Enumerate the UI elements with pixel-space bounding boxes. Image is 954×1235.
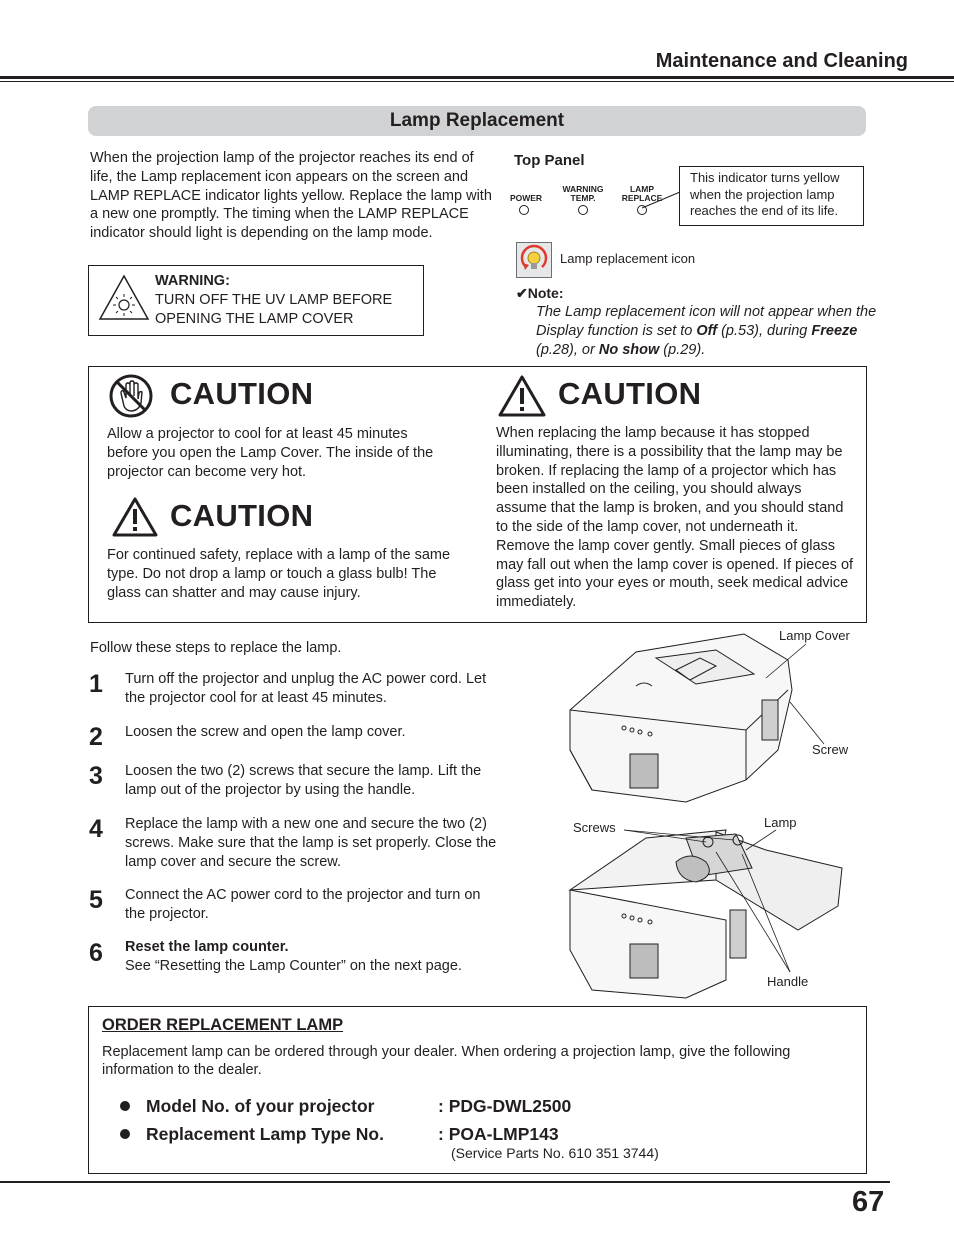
- order-value-model: : PDG-DWL2500: [438, 1096, 572, 1116]
- step-text: Connect the AC power cord to the projector and turn on the projector.: [125, 887, 481, 922]
- warning-line-1: TURN OFF THE UV LAMP BEFORE: [155, 292, 393, 308]
- indicator-label-2: TEMP.: [570, 193, 596, 203]
- caution-cool-text: Allow a projector to cool for at least 45 minutes before you open the Lamp Cover. The inside of the projector can become very hot.: [107, 426, 434, 480]
- step-number: 6: [89, 939, 103, 967]
- warning-indicator-light: [578, 205, 588, 215]
- order-label-model: Model No. of your projector: [146, 1096, 375, 1116]
- power-indicator-light: [519, 205, 529, 215]
- step-text: Loosen the two (2) screws that secure the lamp. Lift the lamp out of the projector by using the handle.: [125, 763, 482, 798]
- top-panel-label: Top Panel: [514, 152, 585, 169]
- note-heading: ✔Note:: [516, 285, 564, 301]
- indicator-power: [507, 185, 545, 203]
- note-text-3: (p.28), or: [536, 342, 599, 358]
- no-touch-hand-icon: [108, 373, 154, 419]
- step-number: 4: [89, 815, 103, 843]
- bullet-icon: [120, 1101, 130, 1111]
- page-number: 67: [852, 1186, 885, 1218]
- step-text: Loosen the screw and open the lamp cover.: [125, 724, 406, 740]
- note-text-2: (p.53), during: [717, 323, 812, 339]
- uv-warning-icon: [98, 272, 150, 324]
- step-number: 2: [89, 723, 103, 751]
- indicator-warning: [560, 185, 606, 203]
- label-screws: Screws: [573, 820, 616, 835]
- note-text-4: (p.29).: [659, 342, 706, 358]
- note-bold-noshow: No show: [598, 342, 660, 358]
- label-lamp-cover: Lamp Cover: [779, 628, 850, 643]
- step-number: 3: [89, 762, 103, 790]
- step-number: 5: [89, 886, 103, 914]
- caution-heading-broken: CAUTION: [558, 376, 702, 411]
- caution-safety-text: For continued safety, replace with a lamp of the same type. Do not drop a lamp or touch a glass bulb! The glass can shatter and may cause injury.: [107, 547, 451, 601]
- note-body: [536, 303, 881, 360]
- header-rule: [0, 76, 954, 79]
- section-title: Lamp Replacement: [389, 110, 565, 131]
- section-heading-bar: [88, 106, 866, 136]
- warning-line-2: OPENING THE LAMP COVER: [155, 311, 354, 327]
- indicator-label: POWER: [509, 193, 543, 203]
- service-parts-number: (Service Parts No. 610 351 3744): [451, 1145, 659, 1161]
- order-title: ORDER REPLACEMENT LAMP: [102, 1016, 344, 1034]
- label-lamp: Lamp: [764, 815, 797, 830]
- caution-triangle-icon: [112, 496, 158, 538]
- indicator-label: WARNING: [562, 184, 604, 194]
- label-screw: Screw: [812, 742, 849, 757]
- indicator-label-2: REPLACE: [621, 193, 663, 203]
- header-rule-thin: [0, 81, 954, 82]
- order-value-lamp-type: : POA-LMP143: [438, 1124, 559, 1144]
- note-text-1: The Lamp replacement icon will not appear when the Display function is set to: [536, 304, 877, 339]
- callout-leader-line: [640, 190, 682, 210]
- step-plain-text: See “Resetting the Lamp Counter” on the next page.: [125, 957, 462, 974]
- bullet-icon: [120, 1129, 130, 1139]
- order-intro: Replacement lamp can be ordered through your dealer. When ordering a projection lamp, give the following information to the dealer.: [102, 1044, 791, 1078]
- step-text: [125, 938, 497, 976]
- indicator-callout: This indicator turns yellow when the projection lamp reaches the end of its life.: [679, 166, 864, 226]
- step-bold-text: Reset the lamp counter.: [125, 939, 289, 955]
- lamp-replacement-icon: [516, 242, 552, 278]
- order-label-lamp-type: Replacement Lamp Type No.: [146, 1124, 384, 1144]
- lamp-bulb-icon: [517, 243, 551, 277]
- figure-2-leader-lines: [566, 820, 856, 990]
- note-bold-off: Off: [696, 323, 718, 339]
- chapter-title: Maintenance and Cleaning: [655, 50, 908, 72]
- warning-text: [155, 272, 392, 329]
- step-text: Replace the lamp with a new one and secure the two (2) screws. Make sure that the lamp is set properly. Close the lamp cover and secure the screw.: [125, 816, 497, 870]
- steps-intro: Follow these steps to replace the lamp.: [90, 640, 342, 656]
- note-bold-freeze: Freeze: [811, 323, 858, 339]
- intro-paragraph: When the projection lamp of the projector reaches its end of life, the Lamp replacement icon appears on the screen and LAMP REPLACE indicator lights yellow. Replace the lamp with a new one promptly. The timing when the LAMP REPLACE indicator should light is depending on the lamp mode.: [90, 150, 492, 242]
- caution-heading-cool: CAUTION: [170, 376, 314, 411]
- caution-heading-safety: CAUTION: [170, 498, 314, 533]
- label-handle: Handle: [767, 974, 809, 989]
- lamp-icon-label: Lamp replacement icon: [560, 251, 696, 266]
- caution-broken-text: When replacing the lamp because it has stopped illuminating, there is a possibility that the lamp may be broken. If replacing the lamp of a projector which has been installed on the ceiling, you should always assume that the lamp is broken, and you should stand to the side of the lamp cover, not underneath it. Remove the lamp cover gently. Small pieces of glass may fall out when the lamp cover is opened. If pieces of glass get into your eyes or mouth, seek medical advice immediately.: [496, 425, 854, 611]
- caution-triangle-icon: [498, 374, 546, 418]
- footer-rule: [0, 1181, 890, 1183]
- step-text: Turn off the projector and unplug the AC power cord. Let the projector cool for at least 45 minutes.: [125, 671, 487, 706]
- warning-title: WARNING:: [155, 273, 230, 289]
- step-number: 1: [89, 670, 103, 698]
- indicator-label: LAMP: [629, 184, 655, 194]
